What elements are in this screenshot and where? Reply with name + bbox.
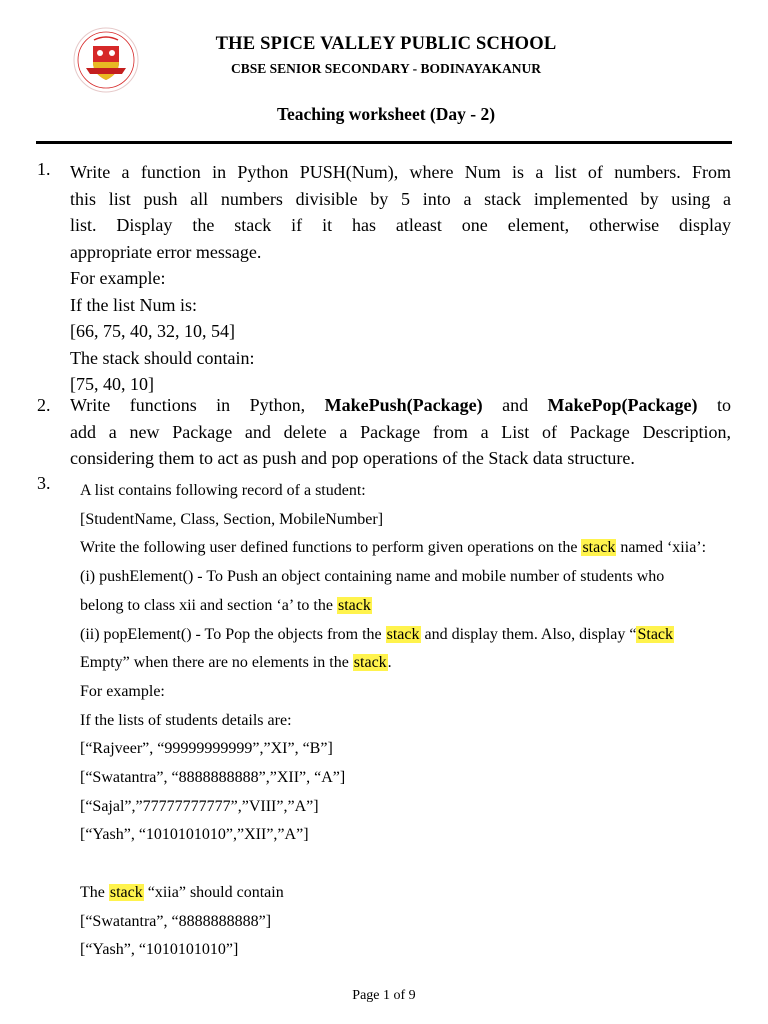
school-logo — [72, 26, 140, 94]
makepush-function: MakePush(Package) — [324, 395, 483, 415]
question-3-line: [“Swatantra”, “8888888888”] — [80, 912, 272, 930]
highlighted-word: Stack — [637, 625, 674, 643]
question-3-line: [“Sajal”,”77777777777”,”VIII”,”A”] — [80, 797, 319, 815]
question-3-line: Empty” when there are no elements in the stack. — [80, 654, 392, 672]
question-3-line: [“Swatantra”, “8888888888”,”XII”, “A”] — [80, 769, 346, 787]
question-3-line: The stack “xiia” should contain — [80, 883, 284, 901]
question-2-line: add a new Package and delete a Package from a List of Package Description, — [70, 421, 731, 442]
question-3-line: Write the following user defined functions to perform given operations on the stack named ‘xiia’: — [80, 539, 707, 557]
question-1-line: For example: — [70, 268, 166, 288]
highlighted-word: stack — [109, 883, 143, 901]
question-3-number: 3. — [37, 473, 51, 493]
page-number: Page 1 of 9 — [352, 988, 416, 1003]
question-1 — [70, 159, 731, 398]
question-1-line: If the list Num is: — [70, 294, 197, 315]
highlighted-word: stack — [353, 654, 387, 672]
question-3-line: (ii) popElement() - To Pop the objects from the stack and display them. Also, display “Stack — [80, 625, 674, 643]
question-3 — [80, 477, 760, 965]
question-3-line: If the lists of students details are: — [80, 711, 292, 729]
question-2-line: Write functions in Python, MakePush(Package) and MakePop(Package) to — [70, 395, 731, 415]
question-1-number: 1. — [37, 159, 51, 179]
question-2-number: 2. — [37, 395, 51, 415]
highlighted-word: stack — [582, 539, 616, 557]
question-1-line: [66, 75, 40, 32, 10, 54] — [70, 321, 235, 341]
question-1-line: Write a function in Python PUSH(Num), where Num is a list of numbers. From — [70, 162, 731, 182]
question-1-line: appropriate error message. — [70, 241, 262, 262]
question-2 — [70, 392, 731, 472]
school-name: THE SPICE VALLEY PUBLIC SCHOOL — [215, 34, 557, 54]
question-1-line: The stack should contain: — [70, 347, 255, 368]
school-affiliation: CBSE SENIOR SECONDARY - BODINAYAKANUR — [230, 61, 542, 76]
highlighted-word: stack — [337, 596, 371, 614]
question-2-line: considering them to act as push and pop operations of the Stack data structure. — [70, 448, 635, 468]
question-3-line: [“Rajveer”, “99999999999”,”XI”, “B”] — [80, 740, 333, 758]
header-divider — [36, 141, 732, 144]
question-1-line: list. Display the stack if it has atleast one element, otherwise display — [70, 215, 731, 235]
question-1-line: [75, 40, 10] — [70, 374, 154, 394]
question-3-line: [“Yash”, “1010101010”] — [80, 941, 239, 959]
makepop-function: MakePop(Package) — [547, 395, 698, 415]
question-3-line: For example: — [80, 682, 165, 700]
question-3-line: (i) pushElement() - To Push an object containing name and mobile number of students who — [80, 568, 665, 586]
question-3-line: belong to class xii and section ‘a’ to the stack — [80, 596, 371, 614]
worksheet-title: Teaching worksheet (Day - 2) — [276, 104, 496, 124]
question-3-line: [StudentName, Class, Section, MobileNumber] — [80, 510, 384, 528]
question-1-line: this list push all numbers divisible by 5 into a stack implemented by using a — [70, 188, 731, 209]
question-3-line: [“Yash”, “1010101010”,”XII”,”A”] — [80, 826, 309, 844]
highlighted-word: stack — [386, 625, 420, 643]
question-3-line: A list contains following record of a student: — [80, 482, 366, 499]
